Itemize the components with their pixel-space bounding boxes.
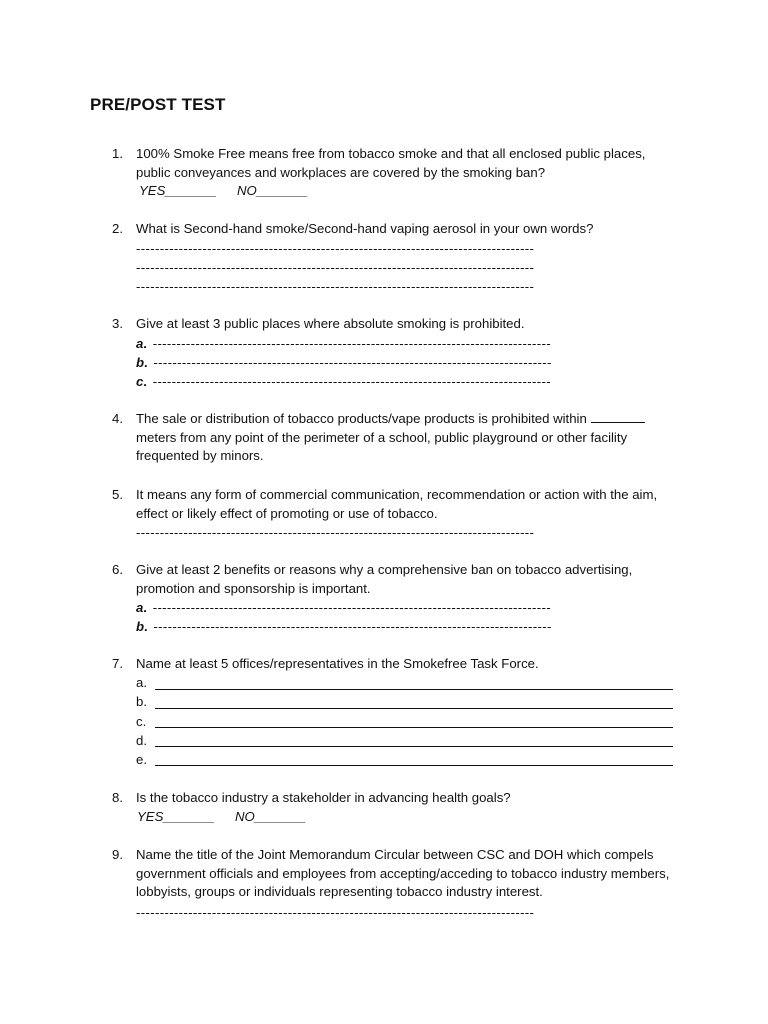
answer-line-b[interactable]: b. ------------------------------------------------------------------------------------	[136, 354, 552, 370]
yes-no-choice	[137, 808, 682, 827]
answer-line[interactable]: ------------------------------------------------------------------------------------	[136, 279, 535, 295]
item-label: b.	[136, 354, 149, 370]
item-label: c.	[136, 374, 148, 390]
item-label: b.	[136, 694, 147, 710]
question-text: Name at least 5 offices/representatives in the Smokefree Task Force.	[136, 656, 539, 671]
question-number: 2.	[112, 221, 123, 236]
question-number: 5.	[112, 487, 123, 502]
answer-line-a[interactable]: a. ------------------------------------------------------------------------------------	[136, 335, 551, 351]
answer-line[interactable]: ------------------------------------------------------------------------------------	[136, 259, 535, 275]
question-number: 3.	[112, 316, 123, 331]
yes-no-choice	[139, 182, 682, 201]
question-8	[112, 789, 682, 826]
item-label: a.	[136, 675, 147, 691]
question-2	[112, 220, 682, 297]
question-text: Give at least 3 public places where absolute smoking is prohibited.	[136, 316, 525, 331]
question-number: 9.	[112, 847, 123, 862]
answer-line-b[interactable]: b. ------------------------------------------------------------------------------------	[136, 619, 552, 635]
question-7	[112, 655, 682, 769]
item-label: a.	[136, 335, 148, 351]
answer-line-d[interactable]	[136, 731, 673, 750]
question-4	[112, 410, 682, 466]
answer-line[interactable]: ------------------------------------------------------------------------------------	[136, 525, 535, 540]
question-text: 100% Smoke Free means free from tobacco smoke and that all enclosed public places, public conveyances and workplaces are covered by the smoking ban?	[136, 146, 646, 180]
item-label: c.	[136, 713, 147, 729]
item-label: b.	[136, 619, 149, 635]
no-option[interactable]: NO_______	[237, 183, 309, 198]
answer-line-b[interactable]	[136, 693, 673, 712]
question-text: The sale or distribution of tobacco products/vape products is prohibited within meters from any point of the perimeter of a school, public playground or other facility frequented by minors.	[136, 410, 682, 466]
question-text: It means any form of commercial communication, recommendation or action with the aim, effect or likely effect of promoting or use of tobacco.	[136, 487, 658, 521]
question-text: Give at least 2 benefits or reasons why a comprehensive ban on tobacco advertising, promotion and sponsorship is important.	[136, 562, 633, 596]
distance-blank[interactable]	[591, 410, 645, 423]
question-number: 6.	[112, 562, 123, 577]
item-label: d.	[136, 732, 147, 748]
question-3	[112, 315, 682, 392]
yes-option[interactable]: YES_______	[137, 808, 215, 824]
question-text: What is Second-hand smoke/Second-hand vaping aerosol in your own words?	[136, 221, 594, 236]
yes-option[interactable]: YES_______	[139, 183, 217, 198]
item-label: a.	[136, 600, 148, 615]
answer-line-a[interactable]: a. ------------------------------------------------------------------------------------	[136, 600, 551, 615]
answer-line-c[interactable]	[136, 712, 673, 731]
question-1	[112, 145, 682, 201]
no-option[interactable]: NO_______	[235, 808, 307, 824]
question-number: 1.	[112, 146, 123, 161]
question-number: 4.	[112, 411, 123, 426]
question-text: Name the title of the Joint Memorandum Circular between CSC and DOH which compels government officials and employees from accepting/acceding to tobacco industry members, lobbyists, groups or individuals representing tobacco industry interest.	[136, 847, 670, 899]
question-number: 8.	[112, 790, 123, 805]
page-title: PRE/POST TEST	[90, 95, 226, 114]
question-9	[112, 846, 682, 922]
answer-line[interactable]: ------------------------------------------------------------------------------------	[136, 240, 535, 256]
question-5	[112, 486, 682, 542]
answer-line-c[interactable]: c. ------------------------------------------------------------------------------------	[136, 374, 551, 390]
answer-line-a[interactable]	[136, 674, 673, 693]
answer-line-e[interactable]	[136, 750, 673, 769]
item-label: e.	[136, 751, 147, 767]
answer-line[interactable]: ------------------------------------------------------------------------------------	[136, 904, 535, 920]
question-6	[112, 561, 682, 637]
question-number: 7.	[112, 656, 123, 671]
question-text: Is the tobacco industry a stakeholder in advancing health goals?	[136, 790, 511, 805]
